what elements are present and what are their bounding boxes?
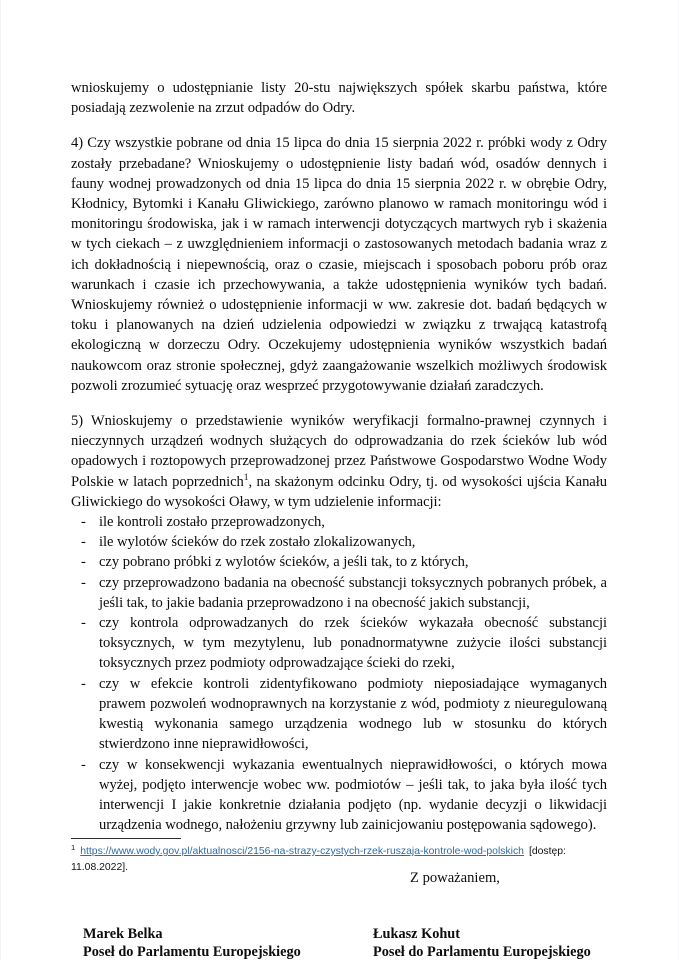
footnote-area <box>71 838 607 875</box>
footnote-separator-rule <box>71 838 181 839</box>
footnote-access-note: [dostęp: 11.08.2022]. <box>71 846 566 873</box>
list-item-text: czy kontrola odprowadzanych do rzek ścieków wykazała obecność substancji toksycznych, w tym mezytylenu, lub ponadnormatywne zużycie ilości substancji toksycznych przez podmioty odprowadzające ścieki do rzeki, <box>99 615 607 672</box>
paragraph-question-5-intro <box>71 411 607 512</box>
bullet-dash-marker: - <box>81 554 86 571</box>
signature-marek-belka <box>71 925 372 960</box>
bullet-dash-marker: - <box>81 675 86 692</box>
bullet-dash-marker: - <box>81 514 86 531</box>
signature-role: Poseł do Parlamentu Europejskiego <box>373 944 591 960</box>
list-item <box>71 573 607 613</box>
footnote-entry <box>71 844 607 875</box>
list-item <box>71 613 607 674</box>
list-item-text: ile kontroli zostało przeprowadzonych, <box>99 514 325 531</box>
list-item <box>71 755 607 836</box>
signature-lukasz-kohut <box>372 925 591 960</box>
signature-block <box>71 925 607 960</box>
signature-name: Marek Belka <box>83 925 163 942</box>
signature-role: Poseł do Parlamentu Europejskiego <box>83 944 301 960</box>
list-item <box>71 532 607 552</box>
closing-salutation: Z poważaniem, <box>410 870 500 887</box>
list-item-text: czy w efekcie kontroli zidentyfikowano podmioty nieposiadające wymaganych prawem pozwoleń wodnoprawnych na korzystanie z wód, podmioty z nieuregulowaną kwestią wykonania samego urządzenia wodnego lub w stosunku do których stwierdzono inne nieprawidłowości, <box>99 675 607 753</box>
footnote-number: 1 <box>71 842 76 852</box>
paragraph-continued: wnioskujemy o udostępnianie listy 20-stu największych spółek skarbu państwa, które posiadają zezwolenie na zrzut odpadów do Odry. <box>71 80 607 117</box>
list-item <box>71 552 607 572</box>
signature-name: Łukasz Kohut <box>373 925 461 942</box>
paragraph-question-4: 4) Czy wszystkie pobrane od dnia 15 lipca do dnia 15 sierpnia 2022 r. próbki wody z Odry zostały przebadane? Wnioskujemy o udostępnienie listy badań wód, osadów dennych i fauny wodnej prowadzonych od dnia 15 lipca do dnia 15 sierpnia 2022 r. w obrębie Odry, Kłodnicy, Bytomki i Kanału Gliwickiego, zarówno planowo w ramach monitoringu wód i monitoringu środowiska, jak i w ramach interwencji dotyczących martwych ryb i skażenia w tych ciekach – z uwzględnieniem informacji o zastosowanych metodach badania wraz z ich dokładnością i niepewnością, oraz o czasie, miejscach i sposobach poboru prób oraz warunkach i czasie ich przechowywania, a także udostępnienia wyników tych badań. Wnioskujemy również o udostępnienie informacji w ww. zakresie dot. badań będących w toku i planowanych na dzień udzielenia odpowiedzi w związku z trwającą katastrofą ekologiczną w dorzeczu Odry. Oczekujemy udostępnienia wyników wszystkich badań naukowcom oraz stronie społecznej, gdyż zaangażowanie wszelkich możliwych środowisk pozwoli zrozumieć sytuację oraz wesprzeć przygotowywanie działań zaradczych. <box>71 135 607 394</box>
question-5-intro-text-after-footnote: , na skażonym odcinku Odry, tj. od wysokości ujścia Kanału Gliwickiego do wysokości Oławy, w tym udzielenie informacji: <box>71 473 607 510</box>
bullet-dash-marker: - <box>81 615 86 632</box>
list-item-text: czy pobrano próbki z wylotów ścieków, a jeśli tak, to z których, <box>99 554 469 571</box>
list-item-text: ile wylotów ścieków do rzek zostało zlokalizowanych, <box>99 534 416 551</box>
bullet-dash-marker: - <box>81 756 86 773</box>
page-edge-left <box>0 0 1 960</box>
bullet-dash-marker: - <box>81 574 86 591</box>
question-5-bullet-list <box>71 512 607 835</box>
bullet-dash-marker: - <box>81 534 86 551</box>
footnote-reference-marker[interactable]: 1 <box>243 472 249 483</box>
list-item <box>71 674 607 755</box>
list-item-text: czy przeprowadzono badania na obecność substancji toksycznych pobranych próbek, a jeśli tak, to jakie badania przeprowadzono i na obecność jakich substancji, <box>99 574 607 611</box>
question-5-intro-text-before-footnote: 5) Wnioskujemy o przedstawienie wyników weryfikacji formalno-prawnej czynnych i nieczynnych urządzeń wodnych służących do odprowadzania do rzek ścieków lub wód opadowych i roztopowych przeprowadzonej przez Państwowe Gospodarstwo Wodne Wody Polskie w latach poprzednich <box>71 413 607 490</box>
footnote-url-link[interactable]: https://www.wody.gov.pl/aktualnosci/2156-na-strazy-czystych-rzek-ruszaja-kontrole-wod-polskich <box>80 846 524 857</box>
list-item <box>71 512 607 532</box>
document-body <box>71 78 607 960</box>
list-item-text: czy w konsekwencji wykazania ewentualnych nieprawidłowości, o których mowa wyżej, podjęto interwencje wobec ww. podmiotów – jeśli tak, to jaka była ilość tych interwencji I jakie konkretnie działania podjęto (np. wydanie decyzji o likwidacji urządzenia wodnego, nałożeniu grzywny lub zainicjowaniu postępowania sądowego). <box>99 756 607 834</box>
